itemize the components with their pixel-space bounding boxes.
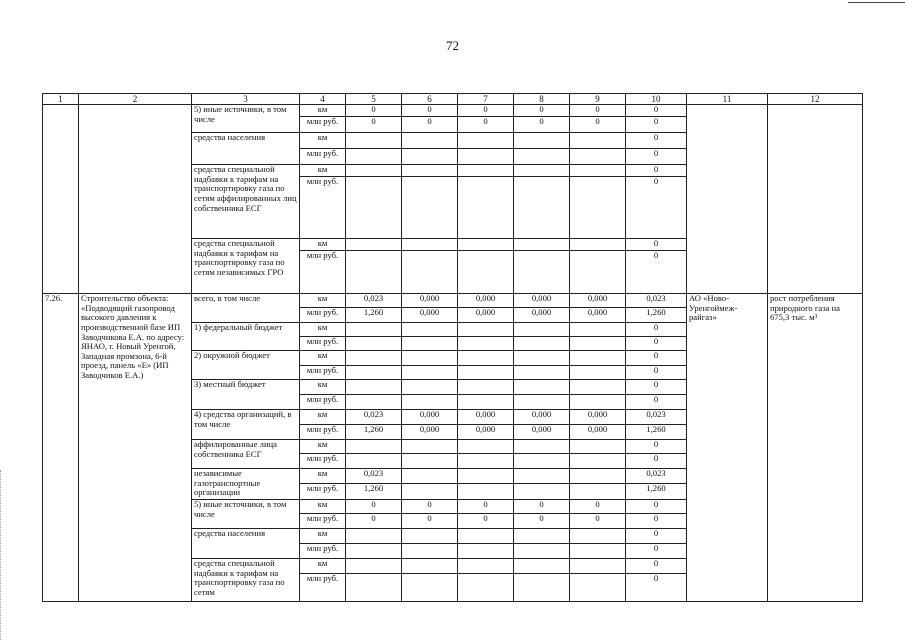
value-cell bbox=[402, 440, 458, 454]
value-cell bbox=[514, 133, 570, 149]
value-cell: 0,000 bbox=[402, 410, 458, 425]
value-cell: 0,000 bbox=[402, 308, 458, 323]
column-number: 10 bbox=[626, 94, 687, 105]
funding-source-label: 5) иные источники, в том числе bbox=[192, 500, 300, 529]
value-cell: 0 bbox=[626, 177, 687, 239]
value-cell bbox=[458, 484, 514, 500]
value-cell bbox=[402, 395, 458, 410]
value-cell bbox=[402, 380, 458, 395]
funding-source-label: независимые газотранспортные организации bbox=[192, 469, 300, 500]
value-cell bbox=[458, 133, 514, 149]
column-number: 4 bbox=[300, 94, 346, 105]
unit-cell: млн руб. bbox=[300, 149, 346, 165]
column-number: 12 bbox=[768, 94, 863, 105]
funding-source-label: средства специальной надбавки к тарифам на транспортировку газа по сетям независимых ГРО bbox=[192, 239, 300, 294]
value-cell: 0,023 bbox=[346, 410, 402, 425]
value-cell: 0 bbox=[402, 500, 458, 514]
value-cell bbox=[346, 559, 402, 574]
unit-cell: млн руб. bbox=[300, 544, 346, 559]
value-cell bbox=[346, 251, 402, 294]
value-cell bbox=[514, 239, 570, 251]
value-cell: 1,260 bbox=[346, 308, 402, 323]
effect-cell bbox=[768, 105, 863, 294]
investment-table bbox=[42, 93, 863, 602]
value-cell bbox=[346, 351, 402, 366]
value-cell bbox=[570, 544, 626, 559]
unit-cell: км bbox=[300, 380, 346, 395]
funding-source-label: средства специальной надбавки к тарифам на транспортировку газа по сетям аффилированных лиц собственника ЕСГ bbox=[192, 165, 300, 239]
unit-cell: км bbox=[300, 469, 346, 484]
value-cell bbox=[514, 380, 570, 395]
value-cell bbox=[402, 574, 458, 602]
value-cell bbox=[458, 544, 514, 559]
value-cell bbox=[458, 574, 514, 602]
item-description-cell bbox=[79, 105, 192, 294]
value-cell: 0,000 bbox=[402, 425, 458, 440]
value-cell: 0,023 bbox=[346, 469, 402, 484]
value-cell bbox=[514, 440, 570, 454]
unit-cell: млн руб. bbox=[300, 395, 346, 410]
funding-source-label: средства населения bbox=[192, 133, 300, 165]
value-cell bbox=[458, 251, 514, 294]
value-cell bbox=[570, 251, 626, 294]
value-cell bbox=[458, 469, 514, 484]
unit-cell: км bbox=[300, 559, 346, 574]
unit-cell: млн руб. bbox=[300, 251, 346, 294]
value-cell bbox=[458, 529, 514, 544]
value-cell: 0 bbox=[570, 117, 626, 133]
unit-cell: км bbox=[300, 294, 346, 308]
value-cell: 0 bbox=[626, 454, 687, 469]
column-number: 2 bbox=[79, 94, 192, 105]
value-cell: 0 bbox=[626, 251, 687, 294]
value-cell: 0 bbox=[626, 149, 687, 165]
value-cell: 0 bbox=[626, 395, 687, 410]
value-cell: 0 bbox=[458, 117, 514, 133]
column-number: 9 bbox=[570, 94, 626, 105]
value-cell: 0 bbox=[514, 514, 570, 529]
value-cell bbox=[570, 529, 626, 544]
value-cell bbox=[402, 529, 458, 544]
unit-cell: млн руб. bbox=[300, 574, 346, 602]
value-cell bbox=[514, 177, 570, 239]
value-cell bbox=[514, 574, 570, 602]
unit-cell: км bbox=[300, 323, 346, 337]
value-cell bbox=[570, 165, 626, 177]
unit-cell: млн руб. bbox=[300, 177, 346, 239]
value-cell: 0,000 bbox=[570, 294, 626, 308]
item-number: 7.26. bbox=[43, 294, 79, 602]
value-cell bbox=[402, 469, 458, 484]
value-cell: 1,260 bbox=[346, 425, 402, 440]
value-cell: 0 bbox=[626, 500, 687, 514]
value-cell bbox=[402, 177, 458, 239]
value-cell bbox=[458, 239, 514, 251]
value-cell bbox=[514, 529, 570, 544]
value-cell bbox=[346, 544, 402, 559]
value-cell: 0 bbox=[346, 105, 402, 117]
value-cell bbox=[514, 484, 570, 500]
page-number: 72 bbox=[446, 38, 459, 53]
value-cell bbox=[402, 454, 458, 469]
value-cell: 0,023 bbox=[346, 294, 402, 308]
value-cell: 0 bbox=[626, 133, 687, 149]
value-cell: 0 bbox=[626, 239, 687, 251]
value-cell bbox=[570, 484, 626, 500]
value-cell: 0 bbox=[570, 105, 626, 117]
value-cell bbox=[402, 337, 458, 351]
unit-cell: млн руб. bbox=[300, 425, 346, 440]
value-cell: 0,023 bbox=[626, 469, 687, 484]
value-cell bbox=[458, 440, 514, 454]
funding-source-label: всего, в том числе bbox=[192, 294, 300, 323]
funding-source-label: 4) средства организаций, в том числе bbox=[192, 410, 300, 440]
value-cell bbox=[346, 323, 402, 337]
value-cell: 0 bbox=[570, 500, 626, 514]
top-rule bbox=[848, 2, 905, 3]
value-cell: 0 bbox=[626, 514, 687, 529]
value-cell bbox=[514, 469, 570, 484]
value-cell bbox=[570, 351, 626, 366]
value-cell bbox=[402, 484, 458, 500]
unit-cell: млн руб. bbox=[300, 484, 346, 500]
value-cell bbox=[346, 366, 402, 380]
value-cell bbox=[346, 454, 402, 469]
value-cell bbox=[570, 133, 626, 149]
value-cell: 0,000 bbox=[570, 308, 626, 323]
funding-source-label: 1) федеральный бюджет bbox=[192, 323, 300, 351]
value-cell bbox=[346, 395, 402, 410]
value-cell bbox=[458, 395, 514, 410]
value-cell: 0,000 bbox=[514, 410, 570, 425]
value-cell bbox=[346, 529, 402, 544]
funding-source-label: средства специальной надбавки к тарифам на транспортировку газа по сетям bbox=[192, 559, 300, 602]
effect: рост потребления природного газа на 675,3 тыс. м³ bbox=[768, 294, 863, 602]
value-cell bbox=[458, 149, 514, 165]
value-cell bbox=[458, 165, 514, 177]
unit-cell: км bbox=[300, 500, 346, 514]
value-cell: 0 bbox=[570, 514, 626, 529]
value-cell bbox=[570, 149, 626, 165]
value-cell bbox=[402, 133, 458, 149]
value-cell bbox=[458, 337, 514, 351]
value-cell bbox=[458, 177, 514, 239]
column-number: 8 bbox=[514, 94, 570, 105]
value-cell: 0,000 bbox=[570, 425, 626, 440]
value-cell bbox=[346, 149, 402, 165]
value-cell: 0 bbox=[626, 529, 687, 544]
value-cell bbox=[570, 574, 626, 602]
value-cell bbox=[402, 366, 458, 380]
value-cell: 0 bbox=[626, 105, 687, 117]
value-cell bbox=[514, 165, 570, 177]
value-cell: 0 bbox=[458, 514, 514, 529]
value-cell bbox=[514, 149, 570, 165]
value-cell bbox=[514, 366, 570, 380]
funding-source-label: 5) иные источники, в том числе bbox=[192, 105, 300, 133]
value-cell: 0 bbox=[346, 500, 402, 514]
value-cell: 0,000 bbox=[458, 308, 514, 323]
value-cell: 0 bbox=[514, 105, 570, 117]
value-cell bbox=[514, 544, 570, 559]
value-cell: 0 bbox=[626, 165, 687, 177]
value-cell bbox=[458, 366, 514, 380]
value-cell: 0 bbox=[626, 559, 687, 574]
value-cell bbox=[346, 440, 402, 454]
value-cell bbox=[570, 323, 626, 337]
unit-cell: км bbox=[300, 410, 346, 425]
value-cell: 1,260 bbox=[626, 484, 687, 500]
column-number: 6 bbox=[402, 94, 458, 105]
value-cell: 0 bbox=[402, 117, 458, 133]
value-cell bbox=[346, 177, 402, 239]
executor-cell bbox=[687, 105, 768, 294]
funding-source-label: аффилированные лица собственника ЕСГ bbox=[192, 440, 300, 469]
value-cell bbox=[514, 559, 570, 574]
funding-source-label: 2) окружной бюджет bbox=[192, 351, 300, 380]
column-number: 11 bbox=[687, 94, 768, 105]
item-number-cell bbox=[43, 105, 79, 294]
value-cell bbox=[402, 239, 458, 251]
value-cell bbox=[346, 337, 402, 351]
value-cell bbox=[402, 323, 458, 337]
unit-cell: млн руб. bbox=[300, 308, 346, 323]
value-cell bbox=[514, 395, 570, 410]
value-cell bbox=[570, 454, 626, 469]
value-cell: 0 bbox=[626, 366, 687, 380]
value-cell: 0,000 bbox=[570, 410, 626, 425]
value-cell bbox=[458, 559, 514, 574]
value-cell: 0,000 bbox=[458, 410, 514, 425]
value-cell bbox=[514, 454, 570, 469]
value-cell bbox=[402, 559, 458, 574]
value-cell: 0,000 bbox=[458, 425, 514, 440]
value-cell bbox=[514, 337, 570, 351]
unit-cell: млн руб. bbox=[300, 366, 346, 380]
funding-source-label: средства населения bbox=[192, 529, 300, 559]
unit-cell: км bbox=[300, 529, 346, 544]
value-cell: 1,260 bbox=[346, 484, 402, 500]
value-cell: 0 bbox=[514, 117, 570, 133]
value-cell: 0 bbox=[626, 544, 687, 559]
value-cell: 0,023 bbox=[626, 410, 687, 425]
value-cell bbox=[346, 133, 402, 149]
unit-cell: км bbox=[300, 440, 346, 454]
value-cell bbox=[402, 251, 458, 294]
column-number: 3 bbox=[192, 94, 300, 105]
table-row bbox=[43, 105, 863, 117]
value-cell: 0 bbox=[402, 105, 458, 117]
unit-cell: км bbox=[300, 165, 346, 177]
value-cell bbox=[458, 454, 514, 469]
value-cell bbox=[570, 177, 626, 239]
value-cell bbox=[514, 251, 570, 294]
value-cell: 0 bbox=[346, 514, 402, 529]
value-cell bbox=[570, 239, 626, 251]
unit-cell: км bbox=[300, 105, 346, 117]
value-cell bbox=[402, 544, 458, 559]
value-cell bbox=[402, 351, 458, 366]
value-cell: 0 bbox=[626, 574, 687, 602]
unit-cell: млн руб. bbox=[300, 514, 346, 529]
unit-cell: км bbox=[300, 239, 346, 251]
value-cell bbox=[402, 165, 458, 177]
table-row bbox=[43, 294, 863, 308]
unit-cell: млн руб. bbox=[300, 117, 346, 133]
unit-cell: км bbox=[300, 351, 346, 366]
value-cell: 0,000 bbox=[514, 294, 570, 308]
value-cell bbox=[346, 380, 402, 395]
value-cell: 0 bbox=[626, 117, 687, 133]
value-cell bbox=[514, 351, 570, 366]
value-cell: 1,260 bbox=[626, 308, 687, 323]
value-cell: 0,023 bbox=[626, 294, 687, 308]
value-cell: 0 bbox=[458, 500, 514, 514]
value-cell bbox=[346, 574, 402, 602]
value-cell bbox=[570, 440, 626, 454]
value-cell: 0,000 bbox=[514, 308, 570, 323]
column-number-row bbox=[43, 94, 863, 105]
value-cell bbox=[458, 351, 514, 366]
item-description: Строительство объекта: «Подводящий газопровод высокого давления к производственной базе ИП Заводчикова Е.А. по адресу: ЯНАО, г. Новый Уренгой, Западная промзона, 6-й проезд, панель «Е» (ИП Заводчиков Е.А.) bbox=[79, 294, 192, 602]
value-cell bbox=[346, 165, 402, 177]
value-cell bbox=[514, 323, 570, 337]
value-cell bbox=[570, 469, 626, 484]
value-cell: 0,000 bbox=[402, 294, 458, 308]
value-cell: 0,000 bbox=[458, 294, 514, 308]
value-cell bbox=[458, 380, 514, 395]
value-cell: 1,260 bbox=[626, 425, 687, 440]
unit-cell: млн руб. bbox=[300, 454, 346, 469]
column-number: 5 bbox=[346, 94, 402, 105]
value-cell: 0 bbox=[346, 117, 402, 133]
value-cell bbox=[570, 559, 626, 574]
value-cell bbox=[402, 149, 458, 165]
value-cell bbox=[570, 395, 626, 410]
unit-cell: млн руб. bbox=[300, 337, 346, 351]
value-cell: 0 bbox=[626, 380, 687, 395]
value-cell bbox=[570, 380, 626, 395]
executor: АО «Ново-Уренгоймеж-райгаз» bbox=[687, 294, 768, 602]
value-cell: 0 bbox=[402, 514, 458, 529]
value-cell: 0 bbox=[626, 440, 687, 454]
column-number: 1 bbox=[43, 94, 79, 105]
value-cell bbox=[346, 239, 402, 251]
value-cell: 0 bbox=[514, 500, 570, 514]
column-number: 7 bbox=[458, 94, 514, 105]
value-cell: 0 bbox=[458, 105, 514, 117]
value-cell bbox=[458, 323, 514, 337]
value-cell bbox=[570, 337, 626, 351]
value-cell: 0 bbox=[626, 323, 687, 337]
funding-source-label: 3) местный бюджет bbox=[192, 380, 300, 410]
value-cell: 0 bbox=[626, 351, 687, 366]
scan-edge-marks bbox=[0, 470, 4, 640]
value-cell: 0,000 bbox=[514, 425, 570, 440]
value-cell bbox=[570, 366, 626, 380]
unit-cell: км bbox=[300, 133, 346, 149]
value-cell: 0 bbox=[626, 337, 687, 351]
